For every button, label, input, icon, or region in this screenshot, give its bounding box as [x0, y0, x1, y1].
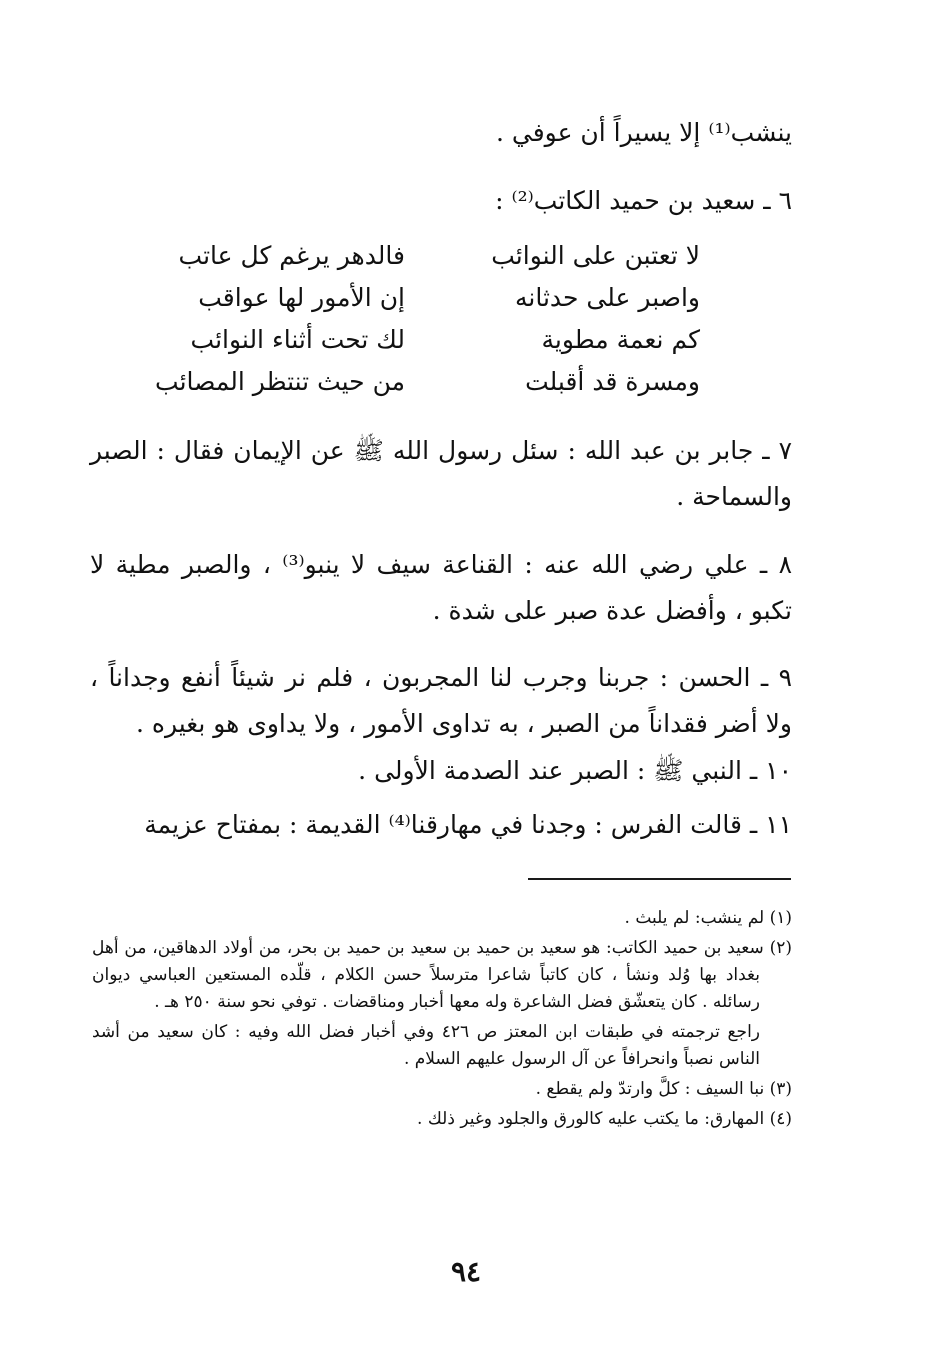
- page-number: ٩٤: [450, 1255, 482, 1288]
- item-8-paragraph: ٨ ـ علي رضي الله عنه : القناعة سيف لا ينبو⁽³⁾ ، والصبر مطية لا تكبو ، وأفضل عدة صبر على شدة .: [90, 550, 792, 625]
- poem-verse: [155, 361, 700, 403]
- footnote-2: (٢) سعيد بن حميد الكاتب: هو سعيد بن حميد بن سعيد بن حميد بن بحر، من أولاد الدهاقين، من أهل بغداد بها وُلد ونشأ ، كان كاتباً شاعرا مترسلاً حسن الكلام ، قلّده المستعين العباسي ديوان رسائله . كان يتعشّق فضل الشاعرة وله معها أخبار ومناقضات . توفي نحو سنة ٢٥٠ هـ .: [92, 938, 792, 1012]
- footnote-3: (٣) نبا السيف : كلَّ وارتدّ ولم يقطع .: [535, 1079, 792, 1099]
- footnote-1: (١) لم ينشب: لم يلبث .: [624, 908, 792, 928]
- continuation-line: ينشب⁽¹⁾ إلا يسيراً أن عوفي .: [495, 118, 792, 147]
- poem-hemistich-right: ومسرة قد أقبلت: [525, 367, 700, 396]
- poem-hemistich-left: من حيث تنتظر المصائب: [155, 367, 405, 396]
- footnote-2-continuation: راجع ترجمته في طبقات ابن المعتز ص ٤٢٦ وفي أخبار فضل الله وفيه : كان سعيد من أشد الناس نصباً وانحرافاً عن آل الرسول عليهم السلام .: [92, 1022, 761, 1069]
- item-10-paragraph: ١٠ ـ النبي ﷺ : الصبر عند الصدمة الأولى .: [358, 756, 792, 785]
- poem-hemistich-right: لا تعتبن على النوائب: [491, 241, 700, 270]
- poem-block: [155, 235, 700, 403]
- footnote-separator: [528, 878, 791, 880]
- poem-verse: [165, 235, 700, 277]
- poem-verse: [165, 319, 700, 361]
- poem-verse: [165, 277, 700, 319]
- item-11-paragraph: ١١ ـ قالت الفرس : وجدنا في مهارقنا⁽⁴⁾ القديمة : بمفتاح عزيمة: [144, 810, 792, 839]
- item-9-paragraph: ٩ ـ الحسن : جربنا وجرب لنا المجربون ، فلم نر شيئاً أنفع وجداناً ، ولا أضر فقداناً من الصبر ، به تداوى الأمور ، ولا يداوى هو بغيره .: [90, 663, 792, 738]
- item-7-paragraph: ٧ ـ جابر بن عبد الله : سئل رسول الله ﷺ عن الإيمان فقال : الصبر والسماحة .: [90, 436, 792, 511]
- poem-hemistich-left: إن الأمور لها عواقب: [198, 283, 405, 312]
- footnotes: [92, 905, 792, 1136]
- poem-hemistich-left: لك تحت أثناء النوائب: [190, 325, 405, 354]
- item-6-heading: ٦ ـ سعيد بن حميد الكاتب⁽²⁾ :: [495, 186, 792, 215]
- poem-hemistich-left: فالدهر يرغم كل عاتب: [178, 241, 405, 270]
- poem-hemistich-right: كم نعمة مطوية: [541, 325, 700, 354]
- footnote-4: (٤) المهارق: ما يكتب عليه كالورق والجلود وغير ذلك .: [417, 1109, 792, 1129]
- poem-hemistich-right: واصبر على حدثانه: [514, 283, 700, 312]
